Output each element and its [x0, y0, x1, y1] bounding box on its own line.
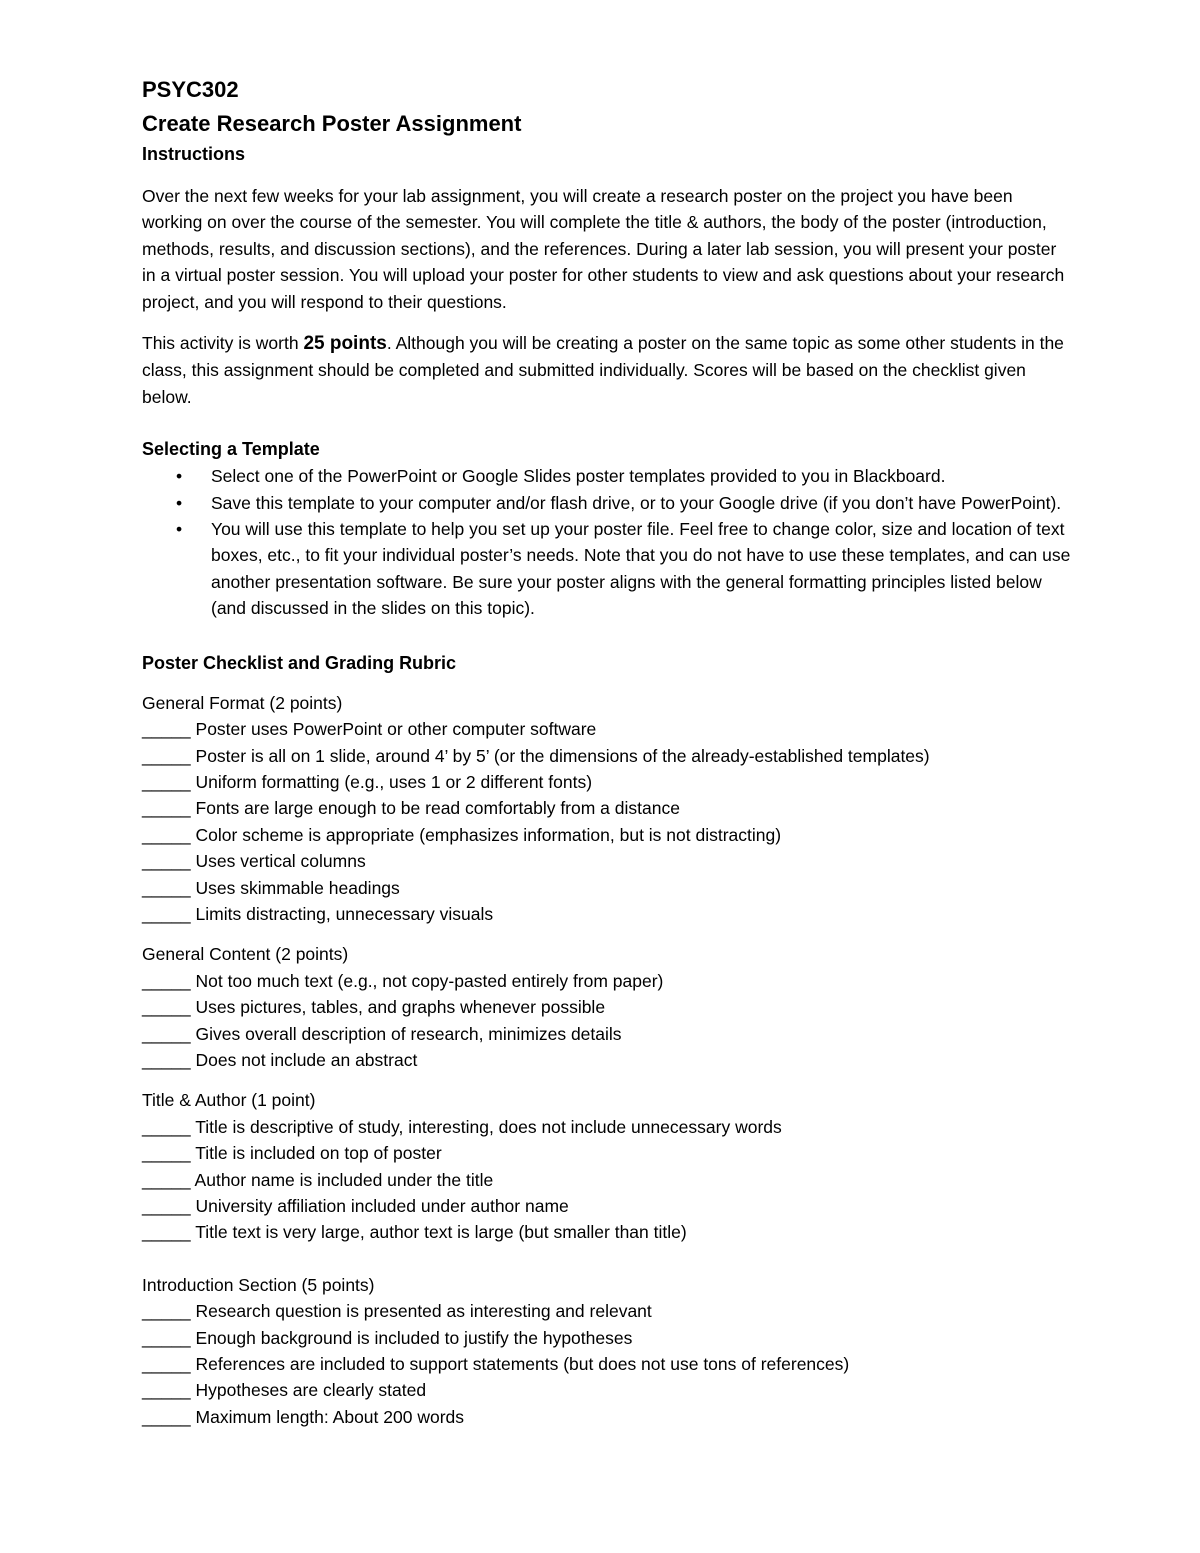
bullet-icon: • [176, 492, 183, 513]
rubric-item: _____ Does not include an abstract [142, 1049, 418, 1070]
rubric-group-title-author [142, 1087, 1072, 1245]
worth-paragraph [142, 330, 1072, 410]
rubric-item: _____ Research question is presented as interesting and relevant [142, 1301, 652, 1322]
rubric-group-title: Introduction Section (5 points) [142, 1274, 375, 1295]
bullet-icon: • [176, 466, 183, 487]
course-code: PSYC302 [142, 77, 239, 102]
rubric-item: _____ Color scheme is appropriate (emphasizes information, but is not distracting) [142, 824, 782, 845]
rubric-item: _____ Uses skimmable headings [142, 877, 400, 898]
rubric-group-introduction [142, 1272, 1072, 1430]
rubric-item: _____ Poster is all on 1 slide, around 4’ by 5’ (or the dimensions of the already-established templates) [142, 745, 930, 766]
checklist-heading: Poster Checklist and Grading Rubric [142, 652, 457, 673]
document-title: Create Research Poster Assignment [142, 111, 522, 136]
list-item [142, 490, 1072, 516]
rubric-item: _____ Hypotheses are clearly stated [142, 1380, 427, 1401]
rubric-item: _____ Enough background is included to justify the hypotheses [142, 1327, 633, 1348]
template-bullet-list [142, 463, 1072, 621]
rubric-item: _____ Uses vertical columns [142, 851, 366, 872]
document-page [142, 76, 1072, 1430]
rubric-item: _____ Title is descriptive of study, interesting, does not include unnecessary words [142, 1116, 782, 1137]
rubric-item: _____ Poster uses PowerPoint or other computer software [142, 719, 597, 740]
worth-text-after: . Although you will be creating a poster on the same topic as some other students in the class, this assignment should be completed and submitted individually. Scores will be based on the checklist given below. [142, 333, 1064, 407]
instructions-heading: Instructions [142, 144, 246, 164]
rubric-item: _____ University affiliation included under author name [142, 1196, 569, 1216]
bullet-text: You will use this template to help you set up your poster file. Feel free to change color, size and location of text boxes, etc., to fit your individual poster’s needs. Note that you do not have to use these templates, and can use another presentation software. Be sure your poster aligns with the general formatting principles listed below (and discussed in the slides on this topic). [211, 519, 1071, 619]
rubric-item: _____ Title text is very large, author text is large (but smaller than title) [142, 1222, 687, 1243]
rubric-item: _____ References are included to support statements (but does not use tons of references) [142, 1354, 850, 1375]
rubric-item: _____ Limits distracting, unnecessary visuals [142, 903, 494, 924]
rubric-item: _____ Uses pictures, tables, and graphs whenever possible [142, 997, 606, 1018]
bullet-icon: • [176, 519, 183, 540]
rubric-group-title: General Content (2 points) [142, 944, 349, 965]
rubric-group-title: General Format (2 points) [142, 692, 343, 713]
rubric-item: _____ Uniform formatting (e.g., uses 1 or 2 different fonts) [142, 771, 593, 792]
rubric-group-general-format [142, 690, 1072, 928]
bullet-text: Save this template to your computer and/or flash drive, or to your Google drive (if you don’t have PowerPoint). [211, 492, 1062, 513]
worth-text-before: This activity is worth [142, 333, 304, 354]
bullet-text: Select one of the PowerPoint or Google Slides poster templates provided to you in Blackboard. [211, 466, 946, 487]
rubric-item: _____ Fonts are large enough to be read comfortably from a distance [142, 798, 680, 819]
rubric-group-title: Title & Author (1 point) [142, 1090, 316, 1111]
worth-points: 25 points [303, 333, 387, 355]
rubric-item: _____ Not too much text (e.g., not copy-pasted entirely from paper) [142, 970, 664, 991]
intro-paragraph: Over the next few weeks for your lab assignment, you will create a research poster on the project you have been working on over the course of the semester. You will complete the title & authors, the body of the poster (introduction, methods, results, and discussion sections), and the references. During a later lab session, you will present your poster in a virtual poster session. You will upload your poster for other students to view and ask questions about your research project, and you will respond to their questions. [142, 186, 1065, 312]
rubric-group-general-content [142, 941, 1072, 1073]
template-section-heading: Selecting a Template [142, 439, 320, 460]
list-item [142, 463, 1072, 489]
rubric-item: _____ Title is included on top of poster [142, 1143, 442, 1164]
rubric-item: _____ Author name is included under the title [142, 1169, 494, 1190]
list-item [142, 516, 1072, 622]
rubric-item: _____ Maximum length: About 200 words [142, 1406, 464, 1427]
rubric-item: _____ Gives overall description of research, minimizes details [142, 1023, 622, 1044]
